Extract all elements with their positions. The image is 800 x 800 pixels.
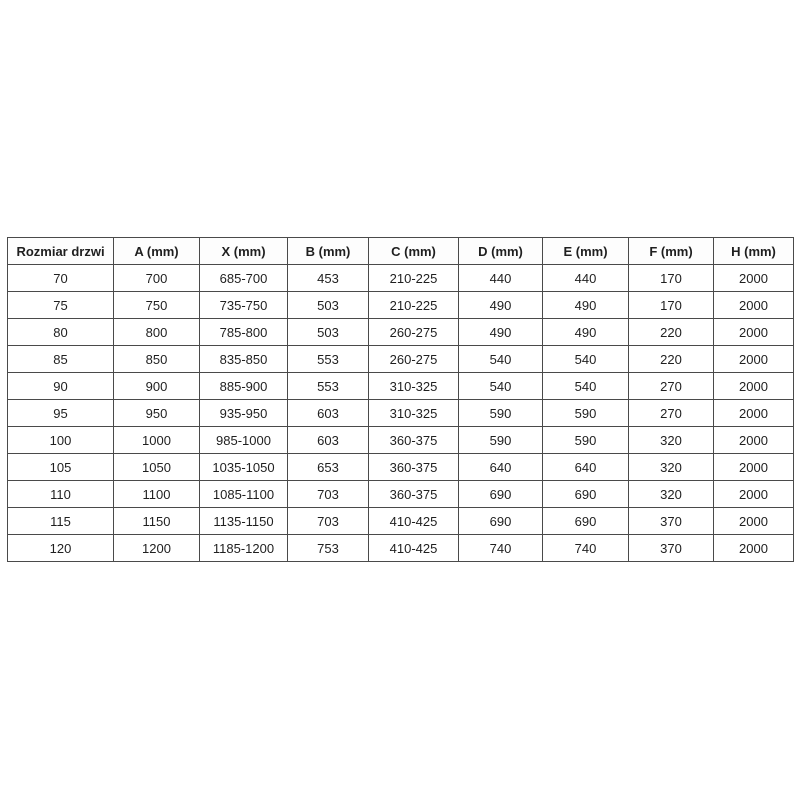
table-cell: 320 <box>629 427 714 454</box>
table-row <box>8 454 794 481</box>
table-cell: 370 <box>629 508 714 535</box>
table-cell: 950 <box>114 400 200 427</box>
table-cell: 1035-1050 <box>200 454 288 481</box>
table-row <box>8 265 794 292</box>
table-row <box>8 373 794 400</box>
table-cell: 170 <box>629 292 714 319</box>
table-cell: 110 <box>8 481 114 508</box>
table-cell: 410-425 <box>369 508 459 535</box>
table-cell: 753 <box>288 535 369 562</box>
table-cell: 75 <box>8 292 114 319</box>
column-header: D (mm) <box>459 238 543 265</box>
table-cell: 410-425 <box>369 535 459 562</box>
table-cell: 850 <box>114 346 200 373</box>
table-cell: 260-275 <box>369 319 459 346</box>
table-cell: 540 <box>459 346 543 373</box>
column-header: A (mm) <box>114 238 200 265</box>
table-cell: 2000 <box>714 535 794 562</box>
table-cell: 985-1000 <box>200 427 288 454</box>
table-cell: 100 <box>8 427 114 454</box>
column-header: C (mm) <box>369 238 459 265</box>
table-cell: 1200 <box>114 535 200 562</box>
table-cell: 2000 <box>714 292 794 319</box>
table-cell: 690 <box>543 481 629 508</box>
table-cell: 750 <box>114 292 200 319</box>
table-cell: 80 <box>8 319 114 346</box>
table-cell: 590 <box>543 400 629 427</box>
table-cell: 835-850 <box>200 346 288 373</box>
table-cell: 85 <box>8 346 114 373</box>
column-header: B (mm) <box>288 238 369 265</box>
table-cell: 105 <box>8 454 114 481</box>
table-cell: 735-750 <box>200 292 288 319</box>
table-header <box>8 238 794 265</box>
table-cell: 2000 <box>714 400 794 427</box>
table-row <box>8 319 794 346</box>
table-cell: 1050 <box>114 454 200 481</box>
table-header-row <box>8 238 794 265</box>
table-cell: 1100 <box>114 481 200 508</box>
table-cell: 1185-1200 <box>200 535 288 562</box>
table-cell: 690 <box>459 508 543 535</box>
table-row <box>8 535 794 562</box>
table-cell: 553 <box>288 373 369 400</box>
table-cell: 590 <box>459 427 543 454</box>
column-header: H (mm) <box>714 238 794 265</box>
table-cell: 310-325 <box>369 400 459 427</box>
table-cell: 590 <box>459 400 543 427</box>
table-cell: 490 <box>459 292 543 319</box>
table-cell: 2000 <box>714 319 794 346</box>
table-cell: 260-275 <box>369 346 459 373</box>
table-cell: 360-375 <box>369 427 459 454</box>
table-cell: 685-700 <box>200 265 288 292</box>
table-cell: 2000 <box>714 481 794 508</box>
table-row <box>8 481 794 508</box>
table-cell: 1150 <box>114 508 200 535</box>
table-row <box>8 427 794 454</box>
table-cell: 540 <box>459 373 543 400</box>
table-cell: 785-800 <box>200 319 288 346</box>
table-cell: 220 <box>629 319 714 346</box>
table-cell: 503 <box>288 319 369 346</box>
table-cell: 1085-1100 <box>200 481 288 508</box>
column-header: E (mm) <box>543 238 629 265</box>
table-cell: 220 <box>629 346 714 373</box>
table-cell: 2000 <box>714 373 794 400</box>
table-cell: 170 <box>629 265 714 292</box>
table-cell: 540 <box>543 346 629 373</box>
column-header: Rozmiar drzwi <box>8 238 114 265</box>
table-cell: 703 <box>288 508 369 535</box>
table-cell: 440 <box>543 265 629 292</box>
table-cell: 120 <box>8 535 114 562</box>
table-cell: 690 <box>543 508 629 535</box>
column-header: X (mm) <box>200 238 288 265</box>
table-cell: 490 <box>543 292 629 319</box>
table-cell: 1135-1150 <box>200 508 288 535</box>
table-cell: 603 <box>288 427 369 454</box>
table-cell: 640 <box>459 454 543 481</box>
column-header: F (mm) <box>629 238 714 265</box>
table-cell: 370 <box>629 535 714 562</box>
table-cell: 800 <box>114 319 200 346</box>
table-cell: 653 <box>288 454 369 481</box>
table-cell: 490 <box>543 319 629 346</box>
table-cell: 90 <box>8 373 114 400</box>
table-body <box>8 265 794 562</box>
table-row <box>8 292 794 319</box>
table-cell: 270 <box>629 373 714 400</box>
table-cell: 320 <box>629 481 714 508</box>
table-cell: 1000 <box>114 427 200 454</box>
table-cell: 360-375 <box>369 481 459 508</box>
door-size-spec-table <box>7 237 794 562</box>
table-cell: 2000 <box>714 346 794 373</box>
table-cell: 885-900 <box>200 373 288 400</box>
table-cell: 320 <box>629 454 714 481</box>
table-cell: 503 <box>288 292 369 319</box>
table-cell: 700 <box>114 265 200 292</box>
table-cell: 540 <box>543 373 629 400</box>
table-cell: 360-375 <box>369 454 459 481</box>
table-row <box>8 346 794 373</box>
table-cell: 603 <box>288 400 369 427</box>
table-cell: 590 <box>543 427 629 454</box>
table-cell: 553 <box>288 346 369 373</box>
table-cell: 703 <box>288 481 369 508</box>
table-cell: 115 <box>8 508 114 535</box>
table-cell: 2000 <box>714 427 794 454</box>
table-cell: 210-225 <box>369 265 459 292</box>
table-row <box>8 508 794 535</box>
table-cell: 935-950 <box>200 400 288 427</box>
table-cell: 2000 <box>714 454 794 481</box>
table-cell: 270 <box>629 400 714 427</box>
table-cell: 740 <box>459 535 543 562</box>
table-cell: 490 <box>459 319 543 346</box>
table-row <box>8 400 794 427</box>
table-cell: 740 <box>543 535 629 562</box>
table-cell: 70 <box>8 265 114 292</box>
table-cell: 2000 <box>714 265 794 292</box>
table-cell: 640 <box>543 454 629 481</box>
table-cell: 95 <box>8 400 114 427</box>
table-cell: 453 <box>288 265 369 292</box>
table-cell: 2000 <box>714 508 794 535</box>
table-cell: 690 <box>459 481 543 508</box>
table-cell: 210-225 <box>369 292 459 319</box>
table-cell: 310-325 <box>369 373 459 400</box>
table-cell: 900 <box>114 373 200 400</box>
table-cell: 440 <box>459 265 543 292</box>
